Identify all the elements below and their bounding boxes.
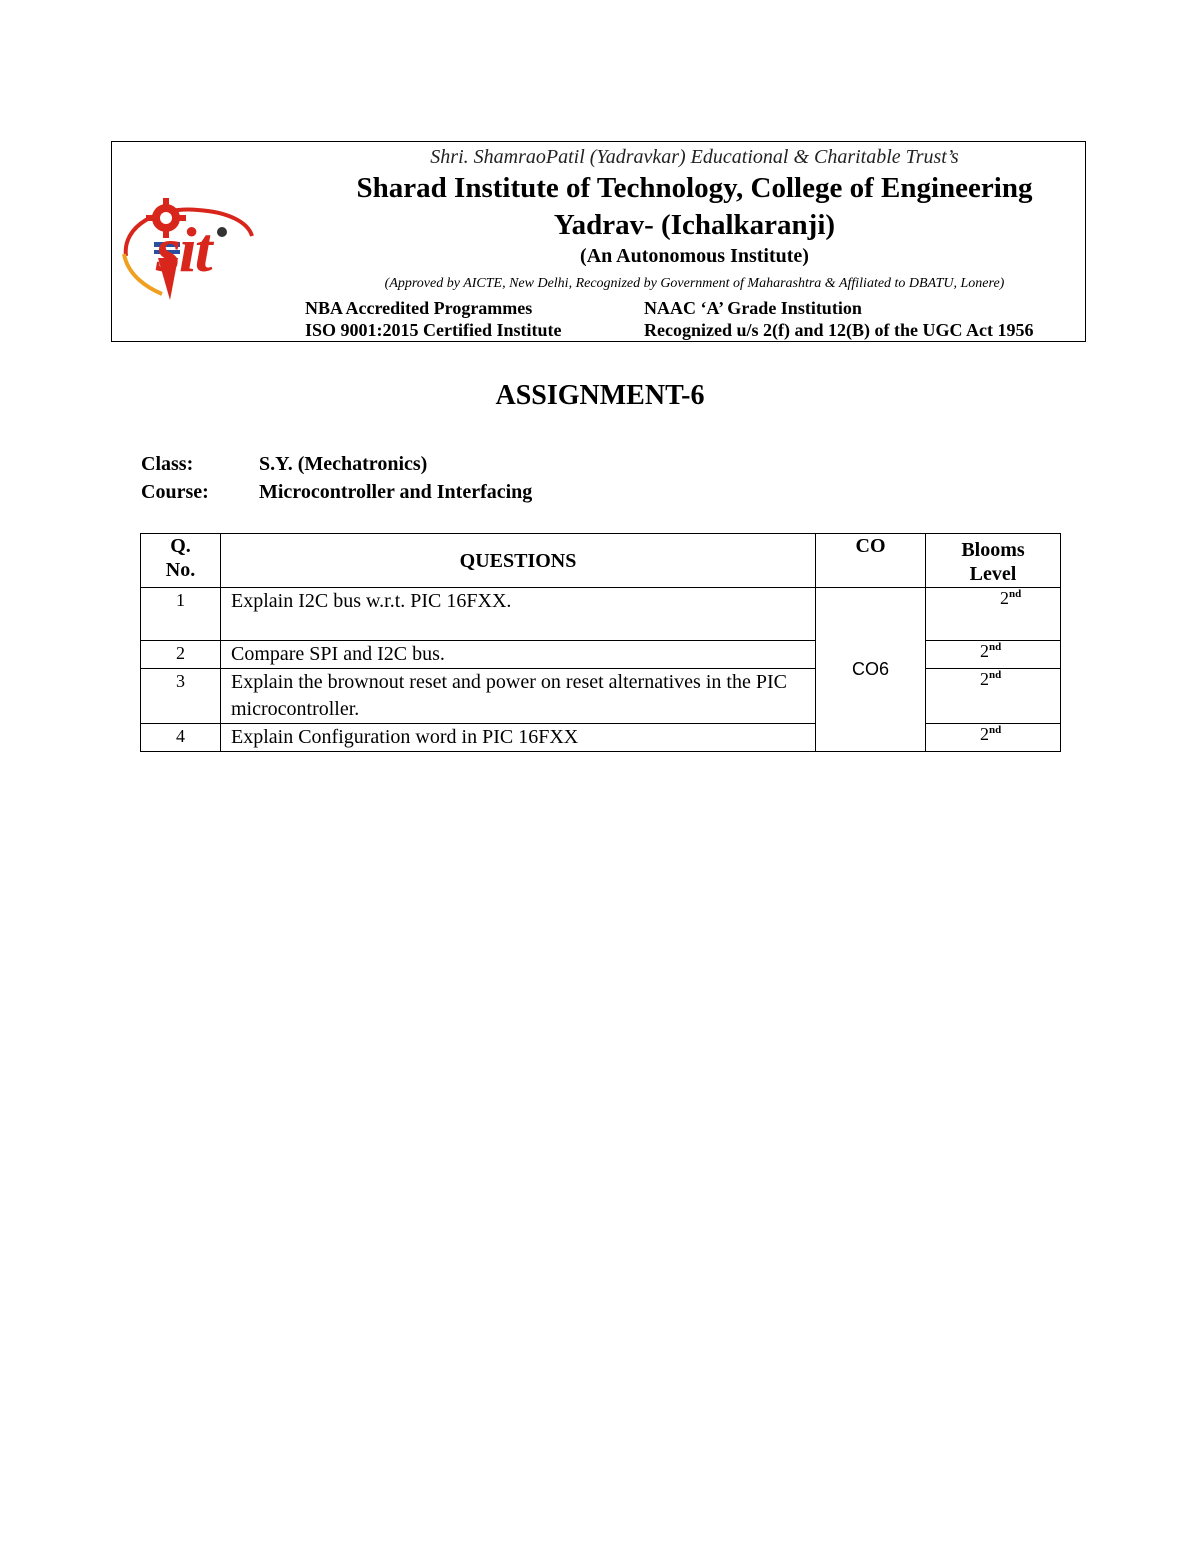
class-row (141, 453, 427, 476)
trust-name: Shri. ShamraoPatil (Yadravkar) Educational & Charitable Trust’s (430, 146, 959, 168)
qno-header: Q. No. (141, 534, 221, 588)
autonomous-label: (An Autonomous Institute) (580, 245, 809, 267)
ugc-recognition: Recognized u/s 2(f) and 12(B) of the UGC Act 1956 (644, 320, 1034, 340)
logo-wordmark: sit (156, 214, 211, 285)
question-number: 1 (141, 588, 221, 641)
blooms-level: 2nd (926, 588, 1061, 641)
question-number: 3 (141, 669, 221, 724)
co-header: CO (816, 534, 926, 588)
blooms-level: 2nd (926, 669, 1061, 724)
class-value: S.Y. (Mechatronics) (259, 453, 428, 475)
question-text: Explain I2C bus w.r.t. PIC 16FXX. (221, 588, 816, 641)
question-number: 4 (141, 724, 221, 752)
questions-table (140, 533, 1061, 752)
question-text: Explain Configuration word in PIC 16FXX (221, 724, 816, 752)
institute-header (111, 141, 1086, 342)
course-outcome: CO6 (816, 588, 926, 752)
nba-accreditation: NBA Accredited Programmes (305, 298, 533, 318)
blooms-level: 2nd (926, 641, 1061, 669)
blooms-header: Blooms Level (926, 534, 1061, 588)
institute-logo (118, 196, 254, 302)
question-text: Explain the brownout reset and power on reset alternatives in the PIC microcontroller. (221, 669, 816, 724)
institute-place: Yadrav- (Ichalkaranji) (553, 209, 836, 241)
iso-certification: ISO 9001:2015 Certified Institute (305, 320, 562, 340)
table-header-row (141, 534, 1061, 588)
blooms-level: 2nd (926, 724, 1061, 752)
question-text: Compare SPI and I2C bus. (221, 641, 816, 669)
course-label: Course: (141, 481, 209, 503)
course-row (141, 481, 532, 504)
approval-note: (Approved by AICTE, New Delhi, Recognized by Government of Maharashtra & Affiliated to DBATU, Lonere) (384, 276, 1005, 291)
assignment-title: ASSIGNMENT-6 (495, 380, 705, 411)
naac-grade: NAAC ‘A’ Grade Institution (644, 298, 862, 318)
course-value: Microcontroller and Interfacing (259, 481, 533, 503)
institute-name: Sharad Institute of Technology, College of Engineering (356, 172, 1033, 204)
questions-header: QUESTIONS (221, 534, 816, 588)
table-row (141, 588, 1061, 641)
class-label: Class: (141, 453, 194, 475)
question-number: 2 (141, 641, 221, 669)
